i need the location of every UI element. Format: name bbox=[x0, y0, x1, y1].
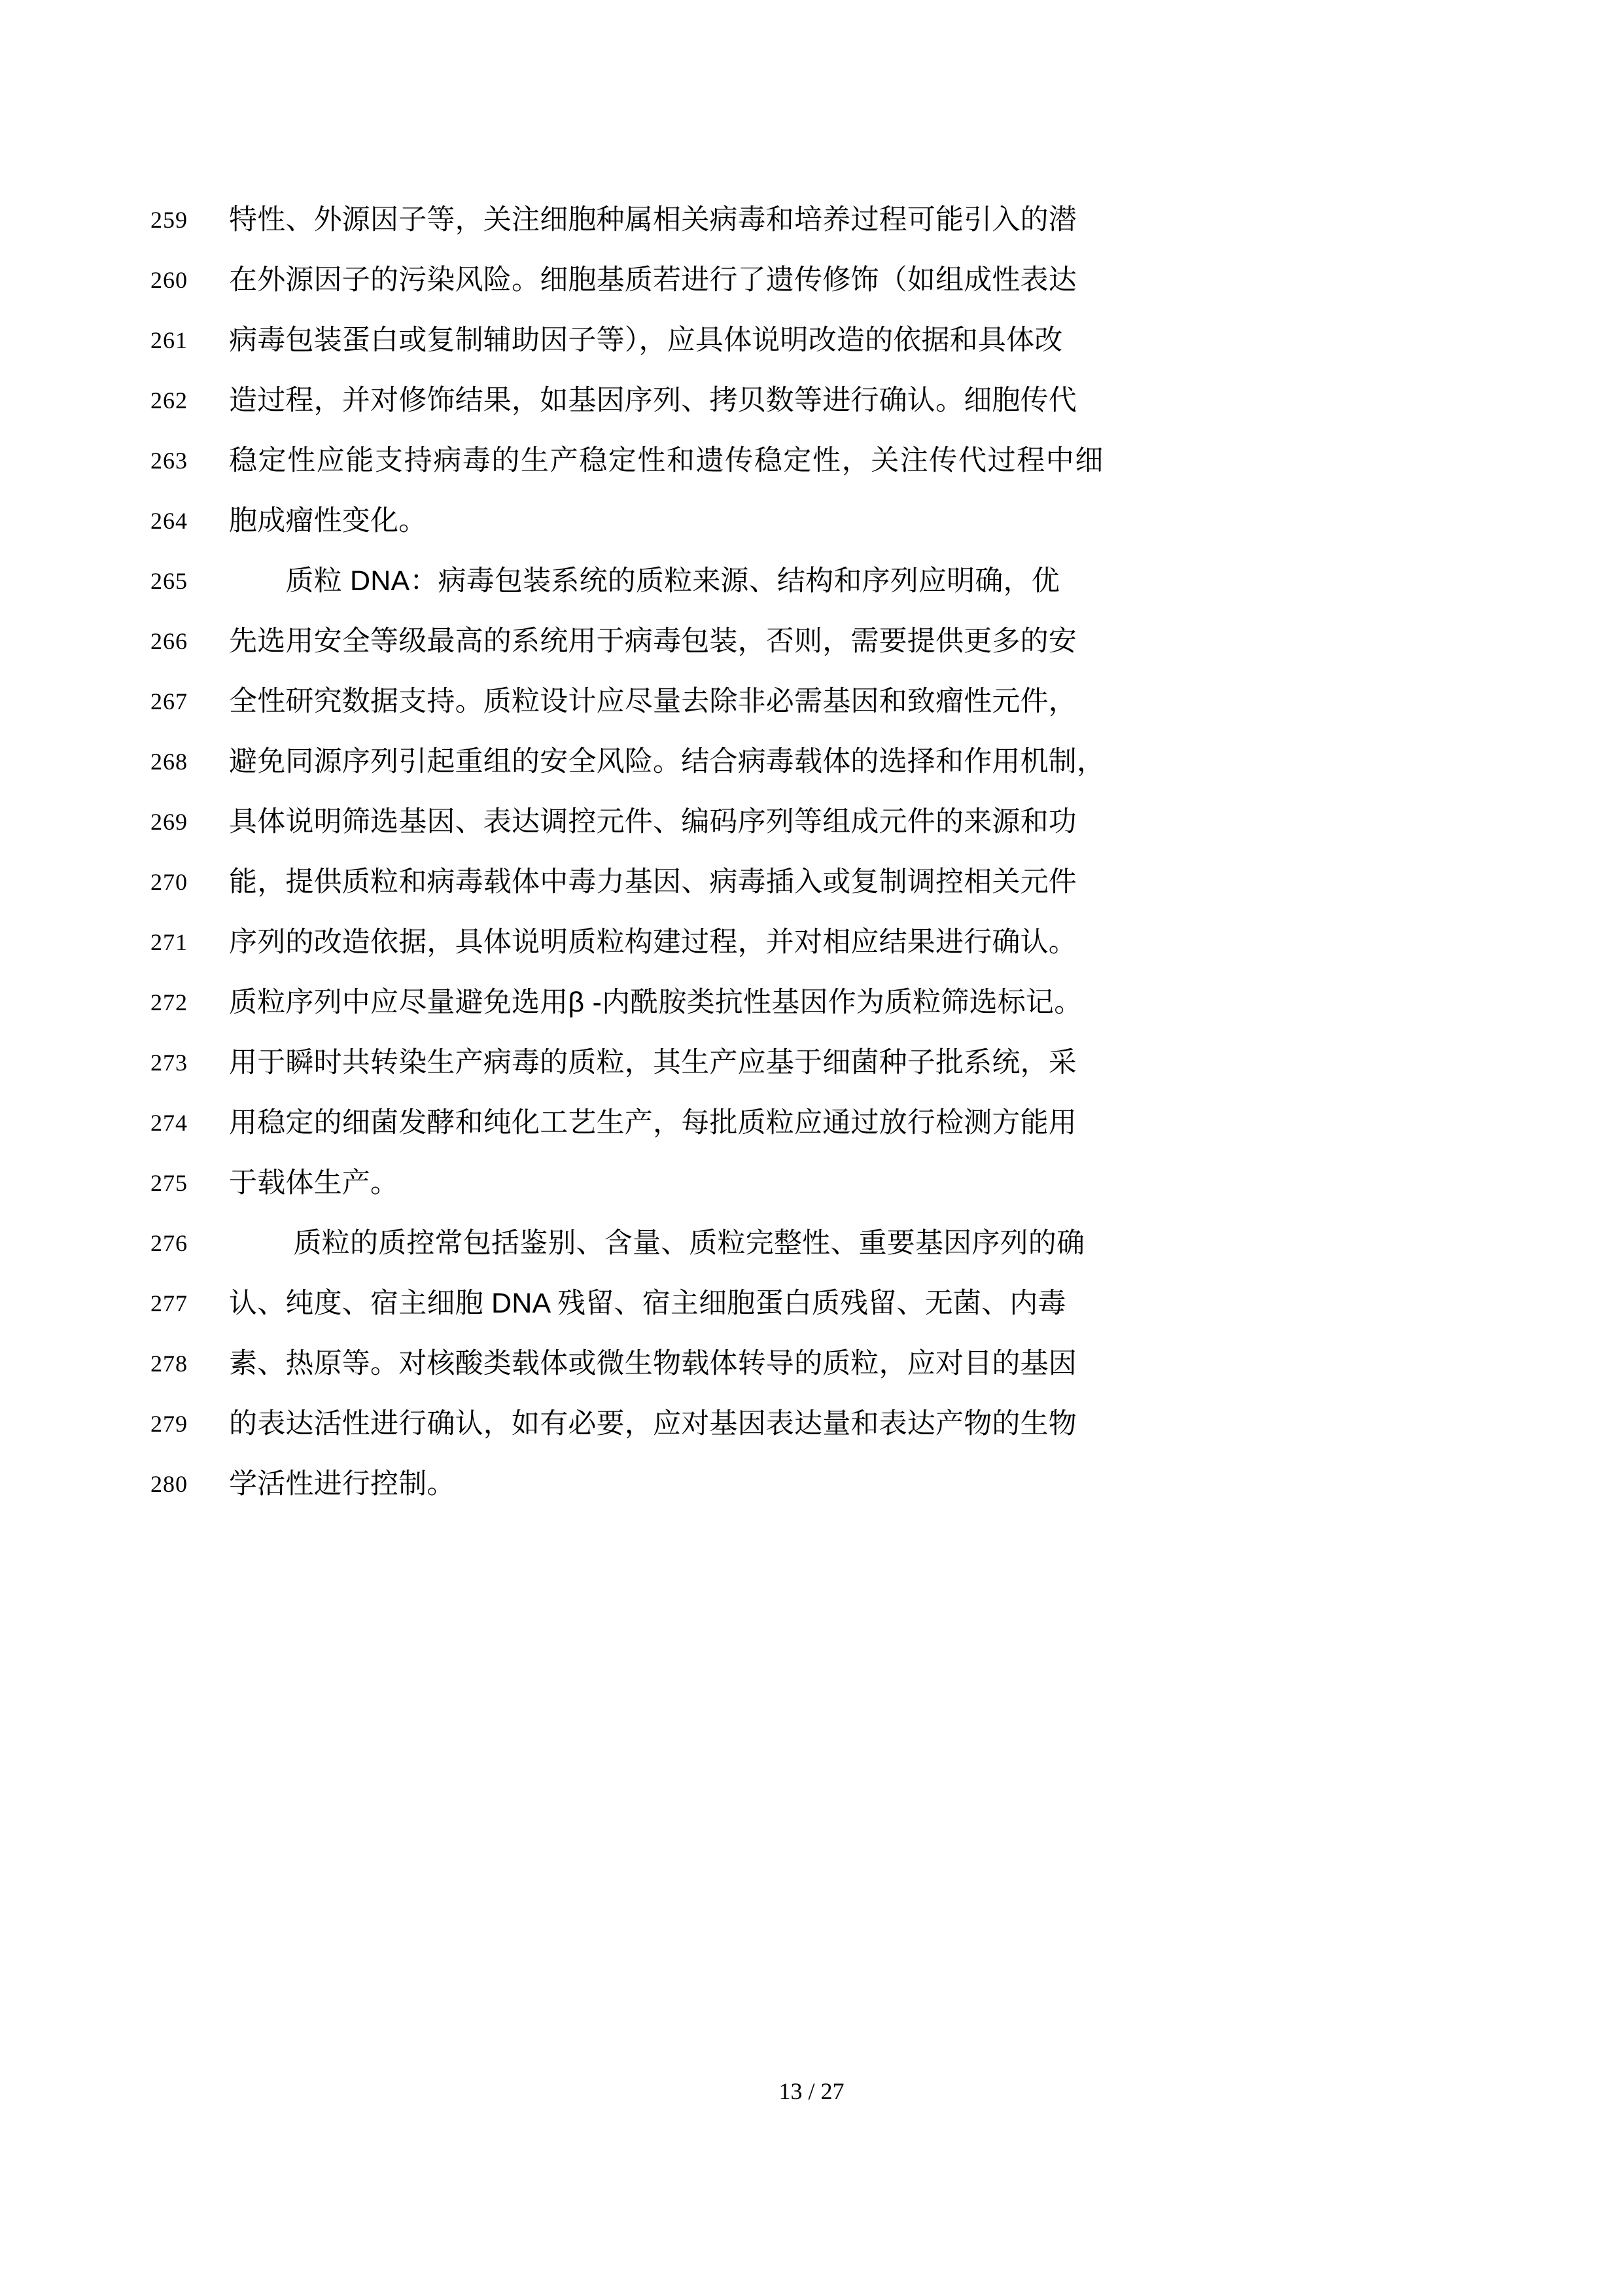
document-line bbox=[150, 190, 1465, 250]
document-line bbox=[150, 1273, 1465, 1333]
document-line bbox=[150, 370, 1465, 431]
line-text: 在外源因子的污染风险。细胞基质若进行了遗传修饰（如组成性表达 bbox=[229, 264, 1077, 296]
document-line bbox=[150, 551, 1465, 611]
line-number: 276 bbox=[150, 1230, 188, 1256]
document-line bbox=[150, 972, 1465, 1033]
line-text: 先选用安全等级最高的系统用于病毒包装，否则，需要提供更多的安 bbox=[229, 626, 1077, 657]
line-number: 270 bbox=[150, 869, 188, 895]
line-text: 质粒 DNA：病毒包装系统的质粒来源、结构和序列应明确，优 bbox=[229, 565, 1060, 597]
line-number: 262 bbox=[150, 387, 188, 414]
document-line bbox=[150, 611, 1465, 671]
line-number: 263 bbox=[150, 448, 188, 474]
document-line bbox=[150, 792, 1465, 852]
document-line bbox=[150, 1033, 1465, 1093]
line-number: 268 bbox=[150, 749, 188, 775]
document-line bbox=[150, 1394, 1465, 1454]
line-text: 稳定性应能支持病毒的生产稳定性和遗传稳定性，关注传代过程中细 bbox=[229, 445, 1104, 476]
line-text: 用稳定的细菌发酵和纯化工艺生产，每批质粒应通过放行检测方能用 bbox=[229, 1107, 1077, 1139]
document-line bbox=[150, 1454, 1465, 1514]
line-text: 病毒包装蛋白或复制辅助因子等），应具体说明改造的依据和具体改 bbox=[229, 325, 1063, 356]
line-number: 260 bbox=[150, 267, 188, 293]
document-line bbox=[150, 1333, 1465, 1394]
line-text: 避免同源序列引起重组的安全风险。结合病毒载体的选择和作用机制， bbox=[229, 746, 1106, 777]
line-number: 265 bbox=[150, 568, 188, 594]
line-number: 277 bbox=[150, 1290, 188, 1316]
document-line bbox=[150, 671, 1465, 732]
line-text: 用于瞬时共转染生产病毒的质粒，其生产应基于细菌种子批系统，采 bbox=[229, 1047, 1077, 1078]
line-text: 素、热原等。对核酸类载体或微生物载体转导的质粒，应对目的基因 bbox=[229, 1348, 1077, 1379]
line-text: 具体说明筛选基因、表达调控元件、编码序列等组成元件的来源和功 bbox=[229, 806, 1077, 838]
document-line bbox=[150, 250, 1465, 310]
document-line bbox=[150, 1093, 1465, 1153]
line-text: 质粒的质控常包括鉴别、含量、质粒完整性、重要基因序列的确 bbox=[229, 1227, 1085, 1259]
line-text: 序列的改造依据，具体说明质粒构建过程，并对相应结果进行确认。 bbox=[229, 927, 1077, 958]
line-text: 特性、外源因子等，关注细胞种属相关病毒和培养过程可能引入的潜 bbox=[229, 204, 1077, 236]
line-number: 275 bbox=[150, 1170, 188, 1196]
line-number: 264 bbox=[150, 508, 188, 534]
document-line bbox=[150, 1153, 1465, 1213]
line-text: 能，提供质粒和病毒载体中毒力基因、病毒插入或复制调控相关元件 bbox=[229, 866, 1077, 898]
document-line bbox=[150, 491, 1465, 551]
line-text: 的表达活性进行确认，如有必要，应对基因表达量和表达产物的生物 bbox=[229, 1408, 1077, 1439]
page-footer: 13 / 27 bbox=[778, 2078, 845, 2104]
document-line bbox=[150, 431, 1465, 491]
document-line bbox=[150, 852, 1465, 912]
line-number: 273 bbox=[150, 1050, 188, 1076]
line-text: 学活性进行控制。 bbox=[229, 1468, 455, 1500]
document-body bbox=[150, 190, 1465, 1514]
document-line bbox=[150, 912, 1465, 972]
line-text: 认、纯度、宿主细胞 DNA 残留、宿主细胞蛋白质残留、无菌、内毒 bbox=[229, 1288, 1066, 1319]
line-number: 269 bbox=[150, 809, 188, 835]
line-number: 274 bbox=[150, 1110, 188, 1136]
line-text: 造过程，并对修饰结果，如基因序列、拷贝数等进行确认。细胞传代 bbox=[229, 385, 1077, 416]
line-number: 279 bbox=[150, 1411, 188, 1437]
line-text: 全性研究数据支持。质粒设计应尽量去除非必需基因和致瘤性元件， bbox=[229, 686, 1077, 717]
line-number: 259 bbox=[150, 207, 188, 233]
document-line bbox=[150, 1213, 1465, 1273]
line-text: 质粒序列中应尽量避免选用β -内酰胺类抗性基因作为质粒筛选标记。 bbox=[229, 987, 1083, 1018]
line-number: 267 bbox=[150, 688, 188, 715]
document-line bbox=[150, 732, 1465, 792]
line-number: 266 bbox=[150, 628, 188, 654]
line-number: 278 bbox=[150, 1351, 188, 1377]
line-text: 胞成瘤性变化。 bbox=[229, 505, 427, 537]
line-number: 271 bbox=[150, 929, 188, 955]
document-line bbox=[150, 310, 1465, 370]
line-number: 272 bbox=[150, 989, 188, 1016]
line-number: 261 bbox=[150, 327, 188, 353]
line-text: 于载体生产。 bbox=[229, 1167, 399, 1199]
line-number: 280 bbox=[150, 1471, 188, 1497]
